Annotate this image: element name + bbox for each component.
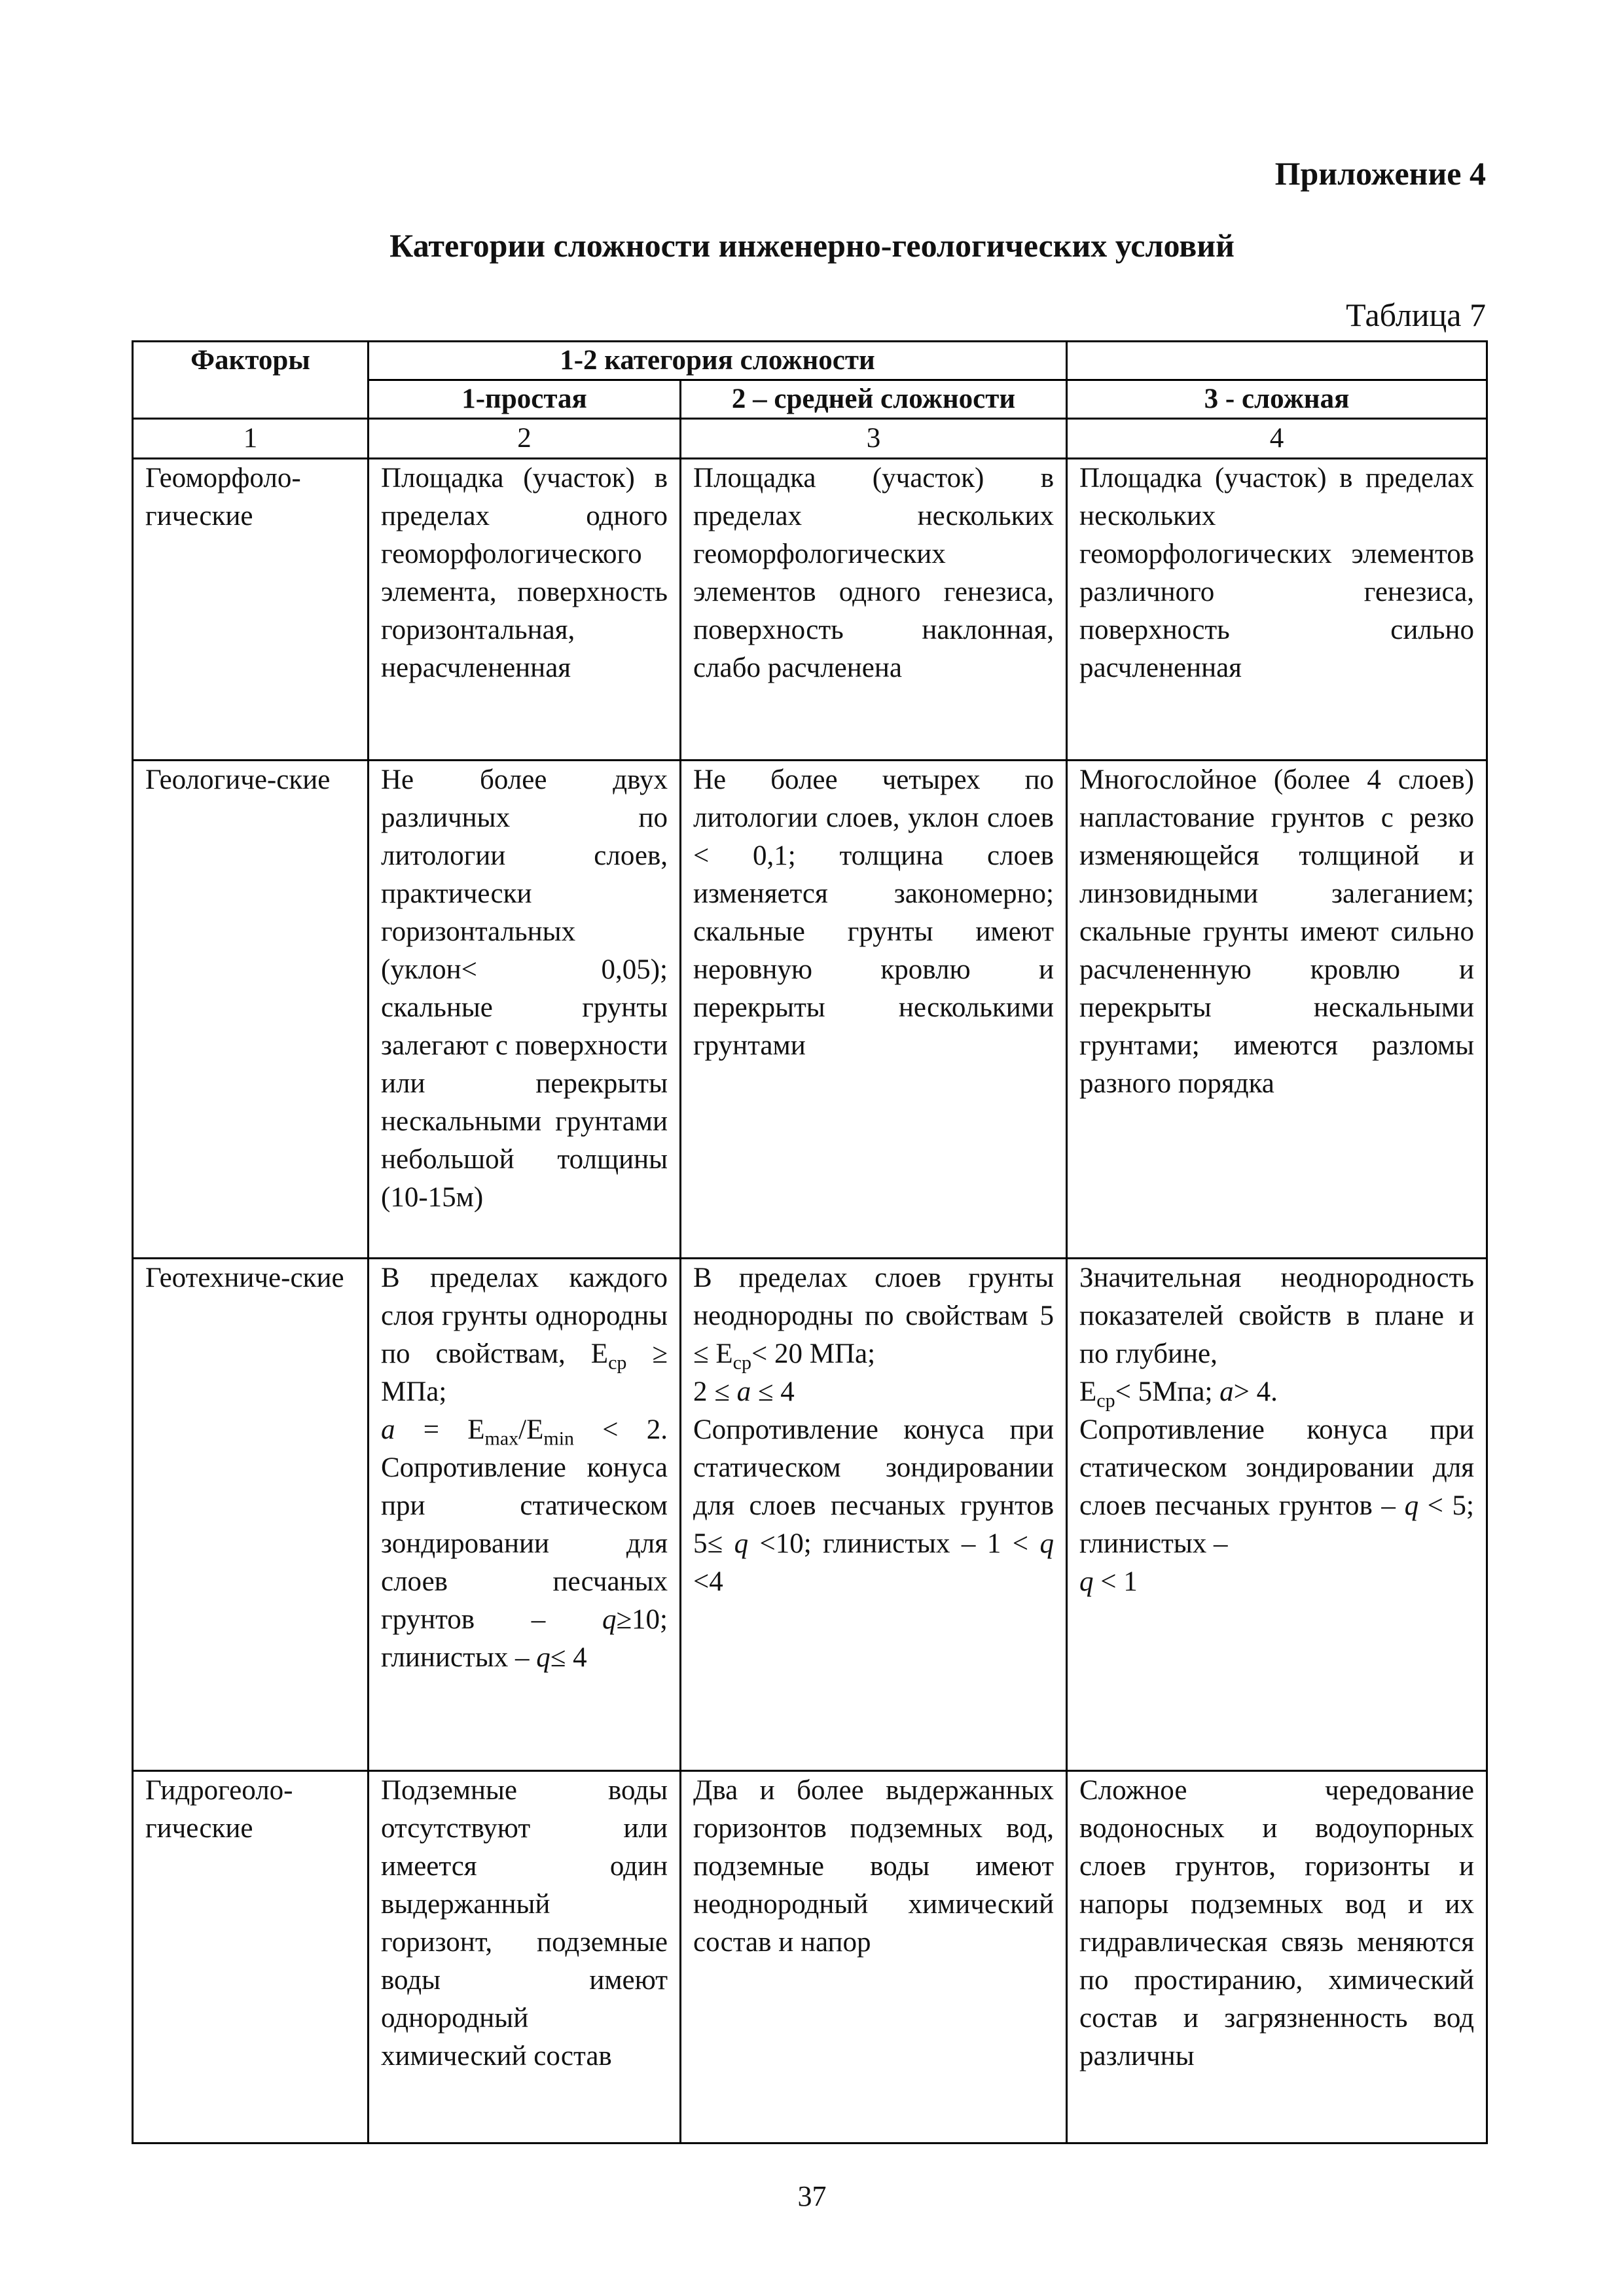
column-number-row <box>133 419 1487 459</box>
table-label: Таблица 7 <box>1346 296 1486 333</box>
appendix-label: Приложение 4 <box>1274 155 1486 192</box>
page-title: Категории сложности инженерно-геологических условий <box>389 227 1235 264</box>
factor-cell: Геотехниче-ские <box>133 1259 369 1771</box>
column-number: 4 <box>1067 419 1487 459</box>
header-simple: 1-простая <box>369 380 681 419</box>
column-number: 1 <box>133 419 369 459</box>
table-row-hydrogeological <box>133 1771 1487 2144</box>
header-complex: 3 - сложная <box>1067 380 1487 419</box>
simple-cell: Площадка (участок) в пределах одного геоморфологического элемента, поверхность горизонтальная, нерасчлененная <box>369 459 681 761</box>
complex-cell: Значительная неоднородность показателей свойств в плане и по глубине, $E_{cp}< 5Мпа$; a> 4. Сопротивление конуса при статическом зондировании для слоев песчаных грунтов – q < 5; глинистых – q < 1 <box>1067 1259 1487 1771</box>
factor-cell: Геологиче-ские <box>133 761 369 1259</box>
table-row-geomorphological <box>133 459 1487 761</box>
simple-cell: Подземные воды отсутствуют или имеется один выдержанный горизонт, подземные воды имеют однородный химический состав <box>369 1771 681 2144</box>
simple-cell: Не более двух различных по литологии слоев, практически горизонтальных (уклон< 0,05); скальные грунты залегают с поверхности или перекрыты нескальными грунтами небольшой толщины (10-15м) <box>369 761 681 1259</box>
header-category-group: 1-2 категория сложности <box>369 342 1067 380</box>
column-number: 3 <box>681 419 1067 459</box>
medium-cell: Площадка (участок) в пределах нескольких геоморфологических элементов одного генезиса, поверхность наклонная, слабо расчленена <box>681 459 1067 761</box>
complex-cell: Сложное чередование водоносных и водоупорных слоев грунтов, горизонты и напоры подземных вод и их гидравлическая связь меняются по простиранию, химический состав и загрязненность вод различны <box>1067 1771 1487 2144</box>
factor-cell: Гидрогеоло-гические <box>133 1771 369 2144</box>
header-empty-cell <box>1067 342 1487 380</box>
page-number: 37 <box>797 2180 827 2212</box>
factor-cell: Геоморфоло-гические <box>133 459 369 761</box>
complexity-table <box>132 340 1488 2144</box>
column-number: 2 <box>369 419 681 459</box>
medium-cell: В пределах слоев грунты неоднородны по свойствам $5 \le E_{cp}< 20$ МПа; 2 ≤ a ≤ 4 Сопротивление конуса при статическом зондировании для слоев песчаных грунтов 5≤ q <10; глинистых – 1 < q <4 <box>681 1259 1067 1771</box>
table-row-geotechnical <box>133 1259 1487 1771</box>
complex-cell: Многослойное (более 4 слоев) напластование грунтов с резко изменяющейся толщиной и линзовидными залеганием; скальные грунты имеют сильно расчлененную кровлю и перекрыты нескальными грунтами; имеются разломы разного порядка <box>1067 761 1487 1259</box>
header-factors: Факторы <box>133 342 369 419</box>
simple-cell: В пределах каждого слоя грунты однородны по свойствам, $E_{cp}$ ≥ МПа; $a = E_{max}/E_{min} < 2$. Сопротивление конуса при статическом зондировании для слоев песчаных грунтов – q≥10; глинистых – q≤ 4 <box>369 1259 681 1771</box>
medium-cell: Не более четырех по литологии слоев, уклон слоев < 0,1; толщина слоев изменяется закономерно; скальные грунты имеют неровную кровлю и перекрыты несколькими грунтами <box>681 761 1067 1259</box>
medium-cell: Два и более выдержанных горизонтов подземных вод, подземные воды имеют неоднородный химический состав и напор <box>681 1771 1067 2144</box>
header-medium: 2 – средней сложности <box>681 380 1067 419</box>
table-header-row <box>133 342 1487 380</box>
complex-cell: Площадка (участок) в пределах нескольких геоморфологических элементов различного генезиса, поверхность сильно расчлененная <box>1067 459 1487 761</box>
table-row-geological <box>133 761 1487 1259</box>
